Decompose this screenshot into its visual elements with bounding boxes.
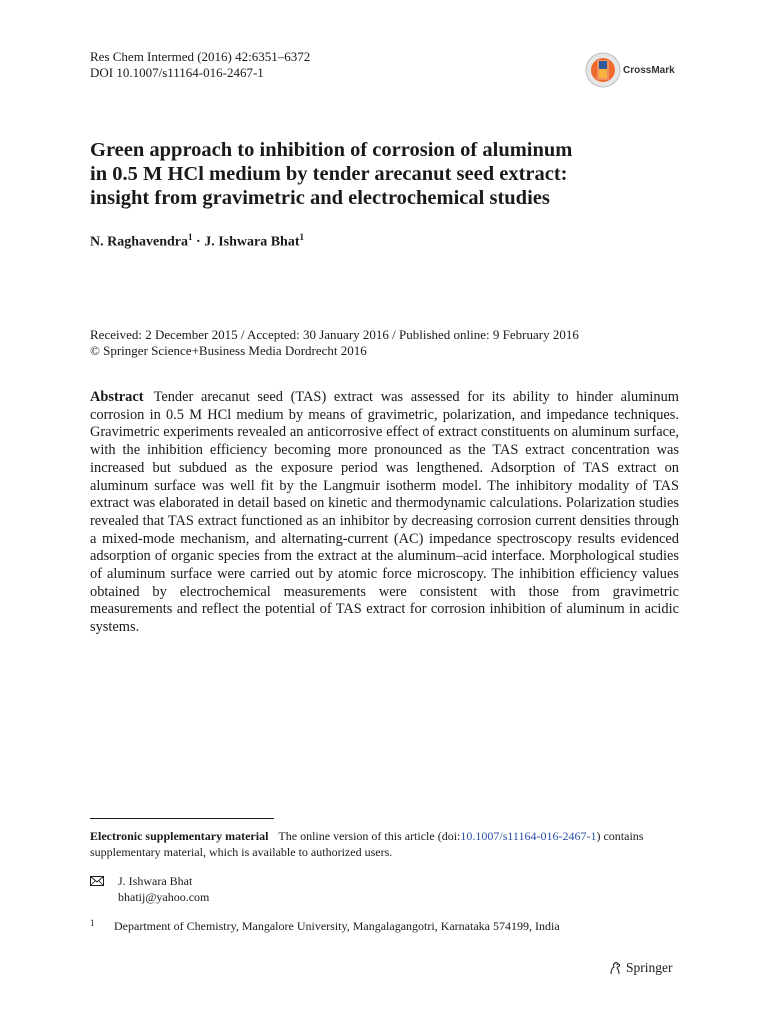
- abstract-text: Tender arecanut seed (TAS) extract was assessed for its ability to hinder aluminum corrosion in 0.5 M HCl medium by means of gravimetric, polarization, and impedance techniques. Gravimetric experiments revealed an anticorrosive effect of extract constituents on aluminum surface, with the inhibition efficiency becoming more pronounced as the TAS extract concentration was increased but subdued as the exposure period was lengthened. Adsorption of TAS extract on aluminum surface was well fit by the Langmuir isotherm model. The inhibitory modality of TAS extract was elaborated in detail based on kinetic and thermodynamic calculations. Polarization studies revealed that TAS extract functioned as an inhibitor by decreasing corrosion current densities through a mixed-mode mechanism, and alternating-current (AC) impedance spectroscopy results evidenced adsorption of organic species from the extract at the aluminum–acid interface. Morphological studies of aluminum surface were carried out by atomic force microscopy. The inhibition efficiency values obtained by electrochemical measurements were consistent with those from gravimetric measurements and reflect the potential of TAS extract for corrosion inhibition of aluminum in acidic systems.: [90, 389, 679, 636]
- journal-meta: [90, 49, 310, 81]
- abstract: [90, 389, 679, 637]
- abstract-heading: Abstract: [90, 389, 144, 405]
- history-dates: Received: 2 December 2015 / Accepted: 30 January 2016 / Published online: 9 February 2016: [90, 327, 579, 342]
- affiliation-number: 1: [90, 918, 95, 928]
- affiliation: [90, 918, 560, 934]
- publisher-label: Springer: [626, 960, 673, 975]
- author-1-affil: 1: [188, 232, 193, 242]
- supplementary-heading: Electronic supplementary material: [90, 829, 269, 843]
- supplementary-text-before: The online version of this article (doi:: [278, 829, 461, 843]
- title-line-3: insight from gravimetric and electrochemical studies: [90, 187, 550, 209]
- article-title: [90, 138, 690, 210]
- journal-doi: DOI 10.1007/s11164-016-2467-1: [90, 65, 264, 80]
- supplementary-note: [90, 828, 690, 860]
- corresponding-author: [90, 873, 209, 905]
- crossmark-badge[interactable]: [585, 52, 675, 88]
- title-line-1: Green approach to inhibition of corrosion of aluminum: [90, 139, 573, 161]
- author-separator: ·: [192, 234, 205, 250]
- title-line-2: in 0.5 M HCl medium by tender arecanut seed extract:: [90, 163, 568, 185]
- footnote-divider: [90, 818, 274, 819]
- corresponding-email[interactable]: bhatij@yahoo.com: [118, 890, 210, 904]
- author-2-affil: 1: [299, 232, 304, 242]
- supplementary-text-after: ) contains supplementary material, which is available to authorized users.: [90, 829, 644, 859]
- crossmark-icon: [585, 52, 621, 88]
- publisher-logo: [608, 960, 673, 976]
- author-list: [90, 232, 304, 251]
- article-history: [90, 327, 579, 359]
- affiliation-text: Department of Chemistry, Mangalore University, Mangalagangotri, Karnataka 574199, India: [114, 919, 560, 933]
- author-2[interactable]: J. Ishwara Bhat: [204, 234, 300, 250]
- supplementary-doi-link[interactable]: 10.1007/s11164-016-2467-1: [460, 829, 597, 843]
- copyright-notice: © Springer Science+Business Media Dordrecht 2016: [90, 343, 367, 358]
- author-1[interactable]: N. Raghavendra: [90, 234, 189, 250]
- envelope-icon: [90, 876, 104, 886]
- journal-citation: Res Chem Intermed (2016) 42:6351–6372: [90, 49, 311, 64]
- crossmark-label: CrossMark: [623, 64, 675, 76]
- corresponding-name: J. Ishwara Bhat: [118, 874, 193, 888]
- springer-horse-icon: [608, 961, 622, 975]
